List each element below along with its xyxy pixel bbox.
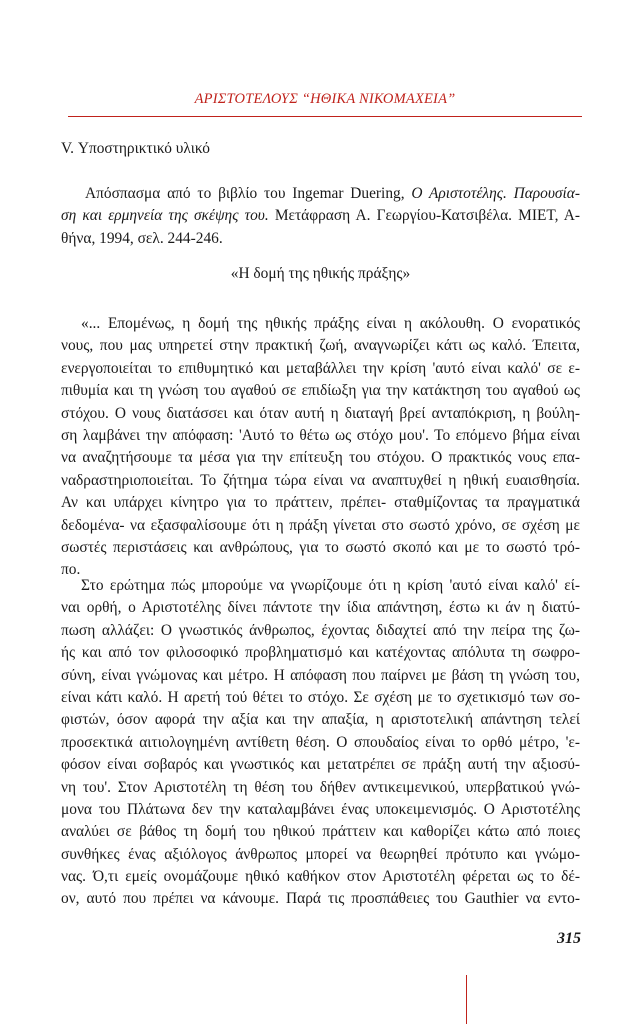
- text-line: ναι ορθή, ο Αριστοτέλης δίνει πάντοτε την ίδια απάντηση, έστω κι άν η διατύ-: [61, 599, 580, 617]
- text-line: ον, αυτό που πρέπει να κάνουμε. Παρά τις προσπάθειες του Gauthier να εντο-: [61, 890, 580, 908]
- text-line: ναδραστηριοποιείται. Το ζήτημα τώρα είναι να αναπτυχθεί η ηθική ευαισθησία.: [61, 471, 580, 489]
- text-line: δεδομένα- να εξασφαλίσουμε ότι η πράξη γίνεται στο σωστό χρόνο, σε σχέση με: [61, 516, 580, 534]
- source-citation: [61, 183, 580, 250]
- source-line: θήνα, 1994, σελ. 244-246.: [61, 229, 223, 247]
- text-line: ενεργοποιείται το επιθυμητικό και μεταβάλλει την κρίση 'αυτό είναι καλό' σε ε-: [61, 359, 580, 377]
- text-line: Αν και υπάρχει κίνητρο για το πράττειν, πρέπει- σταθμίζοντας τα πραγματικά: [61, 494, 580, 512]
- text-line: αναλύει σε βάθος τη δομή του ηθικού πράττειν και καθορίζει κάτω από ποιες: [61, 823, 580, 841]
- text-line: να αναζητήσουμε τα μέσα για την επίτευξη του στόχου. Ο πρακτικός νους επα-: [61, 449, 580, 467]
- text-line: σωστές περιστάσεις και ανθρώπους, για το σωστό σκοπό και με το σωστό τρό-: [61, 538, 580, 556]
- text-line: σύνη, είναι γνώμονας και μέτρο. Η απόφαση που παίρνει με βάση τη γνώση του,: [61, 666, 580, 684]
- header-rule: [68, 116, 582, 117]
- text-line: πιθυμία και τη γνώση του αγαθού σε επιδίωξη για την κατάκτηση του αγαθού ως: [61, 382, 580, 400]
- source-line: Απόσπασμα από το βιβλίο του Ingemar Duering, Ο Αριστοτέλης. Παρουσία-: [85, 185, 580, 202]
- section-heading: V. Υποστηρικτικό υλικό: [61, 140, 210, 157]
- running-header: ΑΡΙΣΤΟΤΕΛΟΥΣ “ΗΘΙΚΑ ΝΙΚΟΜΑΧΕΙΑ”: [194, 91, 456, 107]
- text-line: μονα του Πλάτωνα δεν την καταλαμβάνει ένας υποκειμενισμός. Ο Αριστοτέλης: [61, 800, 580, 818]
- page-edge-mark: [466, 975, 467, 1024]
- excerpt-title: «Η δομή της ηθικής πράξης»: [230, 265, 411, 282]
- text-line: νους, που μας υπηρετεί στην πρακτική ζωή, αναγνωρίζει κάτι ως καλό. Έπειτα,: [61, 337, 580, 355]
- text-line: νη του'. Στον Αριστοτέλη τη θέση του δήθεν αντικειμενικού, υπερβατικού γνώ-: [61, 778, 580, 796]
- page-number: 315: [557, 930, 581, 947]
- text-line: φόσον είναι σοβαρός και γνωστικός και μετατρέπει σε πράξη αυτή την αξιοσύ-: [61, 756, 580, 774]
- text-line: νας. Ό,τι εμείς ονομάζουμε ηθικό καθήκον στον Αριστοτέλη φέρεται ως το δέ-: [61, 868, 580, 886]
- paragraph-2: [61, 575, 580, 911]
- text-line: ής και από τον φιλοσοφικό προβληματισμό και κατέχοντας απόλυτα τη σωφρο-: [61, 644, 580, 662]
- text-line: πο.: [61, 561, 81, 579]
- text-line: είναι κάτι καλό. Η αρετή τού θέτει το στόχο. Σε σχέση με το σχετικισμό των σο-: [61, 688, 580, 706]
- text-line: «... Επομένως, η δομή της ηθικής πράξης είναι η ακόλουθη. Ο ενορατικός: [81, 315, 580, 332]
- text-line: συνθήκες ένας αξιόλογος άνθρωπος μπορεί να θεωρηθεί πρότυπο και γνώμο-: [61, 845, 580, 863]
- text-line: φιστών, όσον αφορά την αξία και την απαξία, η αριστοτελική απάντηση τελεί: [61, 711, 580, 729]
- text-line: ση λαμβάνει την απόφαση: 'Αυτό το θέτω ως στόχο μου'. Το επόμενο βήμα είναι: [61, 426, 580, 444]
- text-line: στόχου. Ο νους διατάσσει και όταν αυτή η διαταγή βρεί ανταπόκριση, η βούλη-: [61, 404, 580, 422]
- text-line: προσεκτικά αιτιολογημένη αντίθετη θέση. Ο σπουδαίος είναι το ορθό μέτρο, 'ε-: [61, 733, 580, 751]
- paragraph-1: [61, 313, 580, 582]
- source-line: ση και ερμηνεία της σκέψης του. Μετάφραση Α. Γεωργίου-Κατσιβέλα. ΜΙΕΤ, Α-: [61, 207, 580, 225]
- text-line: Στο ερώτημα πώς μπορούμε να γνωρίζουμε ότι η κρίση 'αυτό είναι καλό' εί-: [81, 577, 580, 594]
- text-line: πωση αλλάζει: Ο γνωστικός άνθρωπος, έχοντας διδαχτεί από την πείρα της ζω-: [61, 621, 580, 639]
